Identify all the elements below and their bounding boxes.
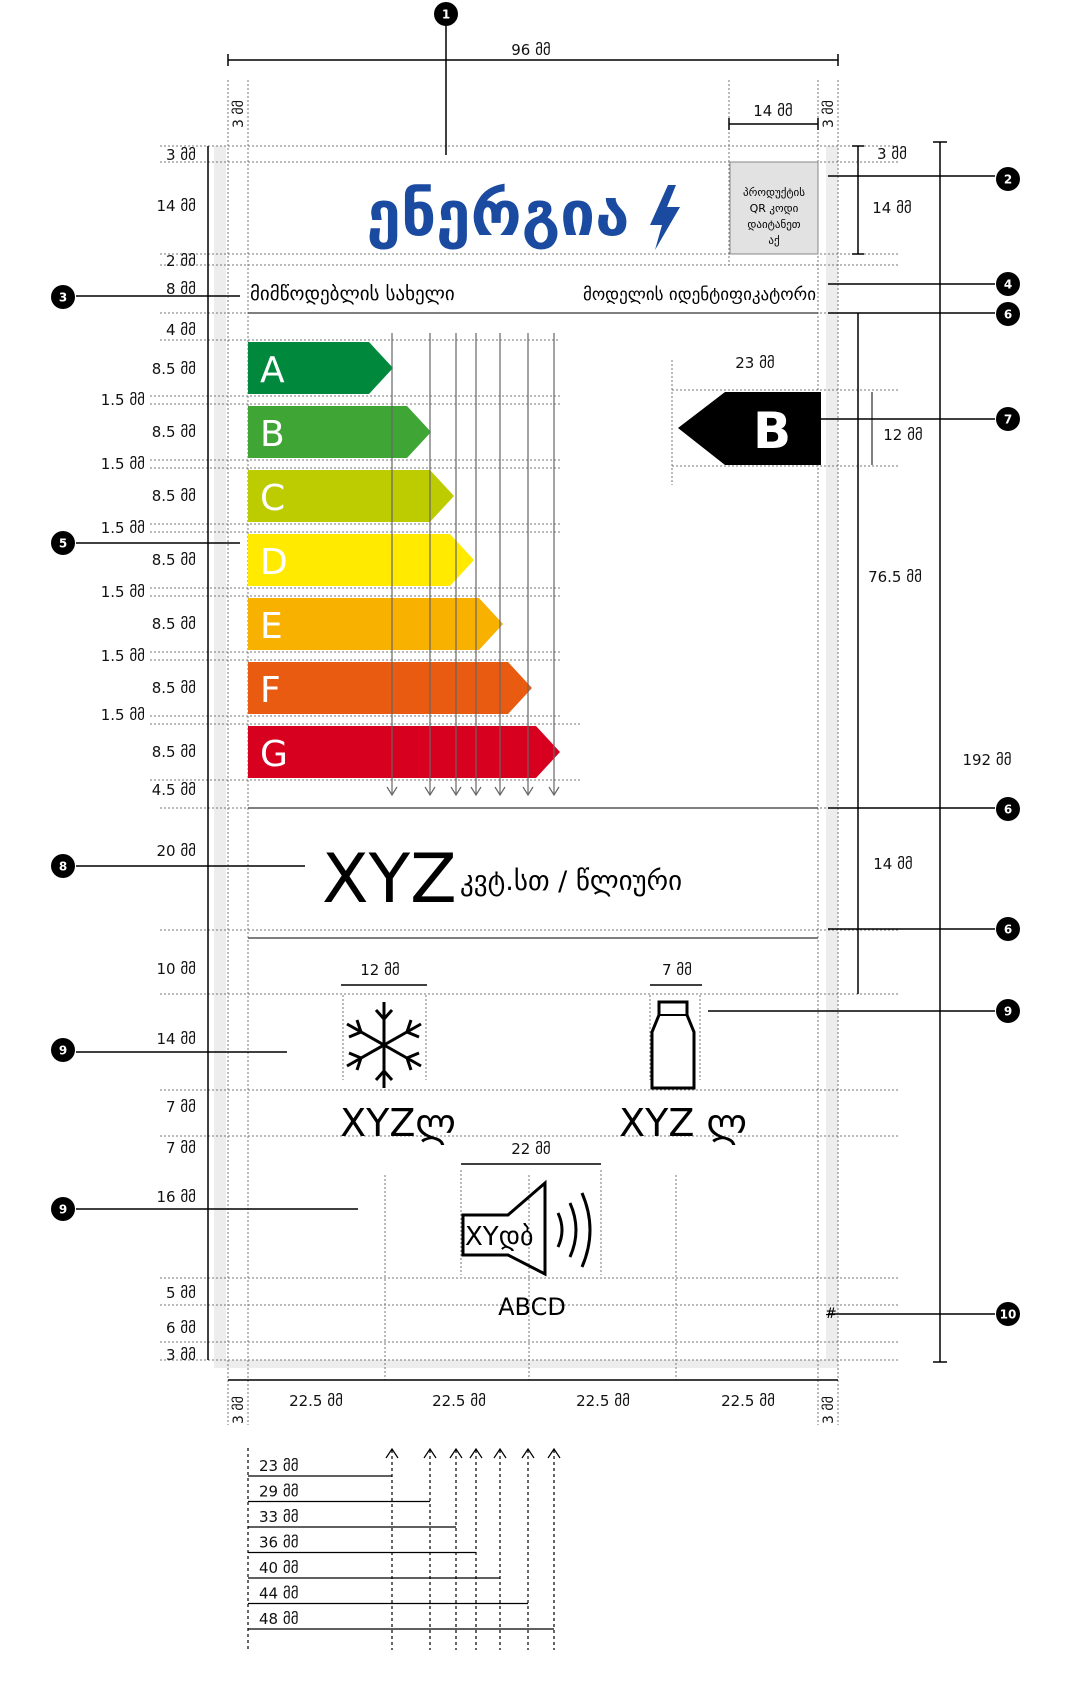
dim-l-3b: 3 მმ (166, 1346, 196, 1364)
dim-l-14: 14 მმ (156, 197, 196, 215)
callout-number-3: 4 (1003, 277, 1013, 292)
dim-arrow-width: 23 მმ (735, 354, 775, 372)
model-identifier: მოდელის იდენტიფიკატორი (582, 285, 816, 305)
callout-number-9: 6 (1003, 922, 1013, 937)
width-scale-label-3: 36 მმ (259, 1533, 299, 1552)
dim-l-4: 4 მმ (166, 321, 196, 339)
dim-l-85d: 8.5 მმ (151, 551, 196, 569)
dim-col-4: 22.5 მმ (721, 1392, 775, 1410)
left-dim-labels (101, 146, 196, 1364)
dim-l-20: 20 მმ (156, 842, 196, 860)
dim-r-14: 14 მმ (872, 199, 912, 217)
dim-fridge-w: 7 მმ (662, 961, 692, 979)
width-scale-label-6: 48 მმ (259, 1610, 299, 1628)
class-letter-c: C (260, 478, 286, 519)
dim-l-7a: 7 მმ (166, 1098, 196, 1116)
dim-l-15e: 1.5 მმ (100, 647, 145, 665)
current-class-letter: B (752, 402, 792, 460)
width-scale-label-4: 40 მმ (259, 1559, 299, 1577)
callout-number-1: 2 (1003, 172, 1013, 187)
class-letter-e: E (260, 606, 283, 647)
dim-l-85c: 8.5 მმ (151, 487, 196, 505)
right-dim-labels (852, 142, 1012, 1362)
qr-text-3: დაიტანეთ (747, 218, 801, 231)
dim-margin-top-left: 3 მმ (231, 100, 247, 128)
supplier-name: მიმწოდებლის სახელი (250, 283, 455, 305)
fridge-volume: XYZ ლ (619, 1101, 747, 1145)
freezer-volume: XYZლ (340, 1101, 456, 1145)
dim-l-5: 5 მმ (166, 1284, 196, 1302)
class-arrow-f (248, 662, 532, 714)
callout-number-11: 9 (58, 1043, 68, 1058)
regulation-mark: # (825, 1306, 837, 1322)
class-letter-d: D (260, 542, 288, 583)
callout-number-8: 8 (58, 859, 68, 874)
dim-l-8: 8 მმ (166, 280, 196, 298)
dim-col-2: 22.5 მმ (432, 1392, 486, 1410)
class-letter-a: A (260, 350, 285, 391)
dim-r-3: 3 მმ (877, 145, 907, 163)
callout-number-12: 9 (58, 1202, 68, 1217)
dim-l-15a: 1.5 მმ (100, 391, 145, 409)
dim-l-2: 2 მმ (166, 252, 196, 270)
dim-l-85f: 8.5 მმ (151, 679, 196, 697)
width-scale-label-0: 23 მმ (259, 1457, 299, 1475)
callout-number-10: 9 (1003, 1004, 1013, 1019)
dim-l-15b: 1.5 მმ (100, 455, 145, 473)
class-letter-g: G (260, 734, 288, 775)
dim-l-10: 10 მმ (156, 960, 196, 978)
dim-l-15d: 1.5 მმ (100, 583, 145, 601)
dim-noise-w: 22 მმ (511, 1140, 551, 1158)
dim-qr-width-text: 14 მმ (753, 102, 793, 120)
callout-number-6: 7 (1003, 412, 1013, 427)
dim-l-85b: 8.5 მმ (151, 423, 196, 441)
qr-text-2: QR კოდი (749, 202, 799, 215)
class-arrow-g (248, 726, 560, 778)
callout-number-7: 6 (1003, 802, 1013, 817)
class-letter-f: F (260, 670, 281, 711)
callout-number-5: 6 (1003, 307, 1013, 322)
callout-number-4: 5 (58, 536, 68, 551)
dim-l-85e: 8.5 მმ (151, 615, 196, 633)
dim-l-6: 6 მმ (166, 1319, 196, 1337)
dim-l-16: 16 მმ (156, 1188, 196, 1206)
callout-number-2: 3 (58, 290, 68, 305)
dim-l-15c: 1.5 მმ (100, 519, 145, 537)
width-scale-label-2: 33 მმ (259, 1508, 299, 1526)
class-letter-b: B (260, 414, 285, 455)
dim-l-14b: 14 მმ (156, 1030, 196, 1048)
dim-col-1: 22.5 მმ (289, 1392, 343, 1410)
class-arrow-e (248, 598, 503, 650)
callout-number-13: 10 (999, 1307, 1017, 1322)
dim-freezer-w: 12 მმ (360, 961, 400, 979)
callout-number-0: 1 (441, 7, 451, 22)
brand-logo: ენერგია (366, 177, 630, 250)
bottom-dim (228, 1380, 838, 1410)
dim-l-45: 4.5 მმ (151, 781, 196, 799)
qr-text-1: პროდუქტის (742, 186, 806, 199)
dim-l-7b: 7 მმ (166, 1139, 196, 1157)
dim-l-85g: 8.5 მმ (151, 743, 196, 761)
noise-value: XYდბ (465, 1222, 534, 1252)
dim-arrow-height: 12 მმ (883, 426, 923, 444)
dim-r-765: 76.5 მმ (868, 568, 922, 586)
noise-classes: ABCD (498, 1293, 566, 1321)
dim-r-192: 192 მმ (962, 751, 1012, 769)
dim-total-width (228, 41, 838, 66)
dim-l-85a: 8.5 მმ (151, 360, 196, 378)
dim-l-3: 3 მმ (166, 146, 196, 164)
qr-text-4: აქ (768, 234, 780, 247)
dim-col-3: 22.5 მმ (576, 1392, 630, 1410)
dim-l-15f: 1.5 მმ (100, 706, 145, 724)
width-scale-label-5: 44 მმ (259, 1584, 299, 1603)
dim-r-14b: 14 მმ (873, 855, 913, 873)
consumption-unit: კვტ.სთ / წლიური (460, 866, 683, 897)
dim-margin-bottom-right: 3 მმ (821, 1396, 837, 1424)
dim-margin-top-right: 3 მმ (821, 100, 837, 128)
dim-margin-bottom-left: 3 მმ (231, 1396, 247, 1424)
dim-total-width-text: 96 მმ (511, 41, 551, 59)
consumption-value: XYZ (322, 840, 457, 919)
width-scale-label-1: 29 მმ (259, 1482, 299, 1501)
dim-qr-width (729, 102, 818, 130)
